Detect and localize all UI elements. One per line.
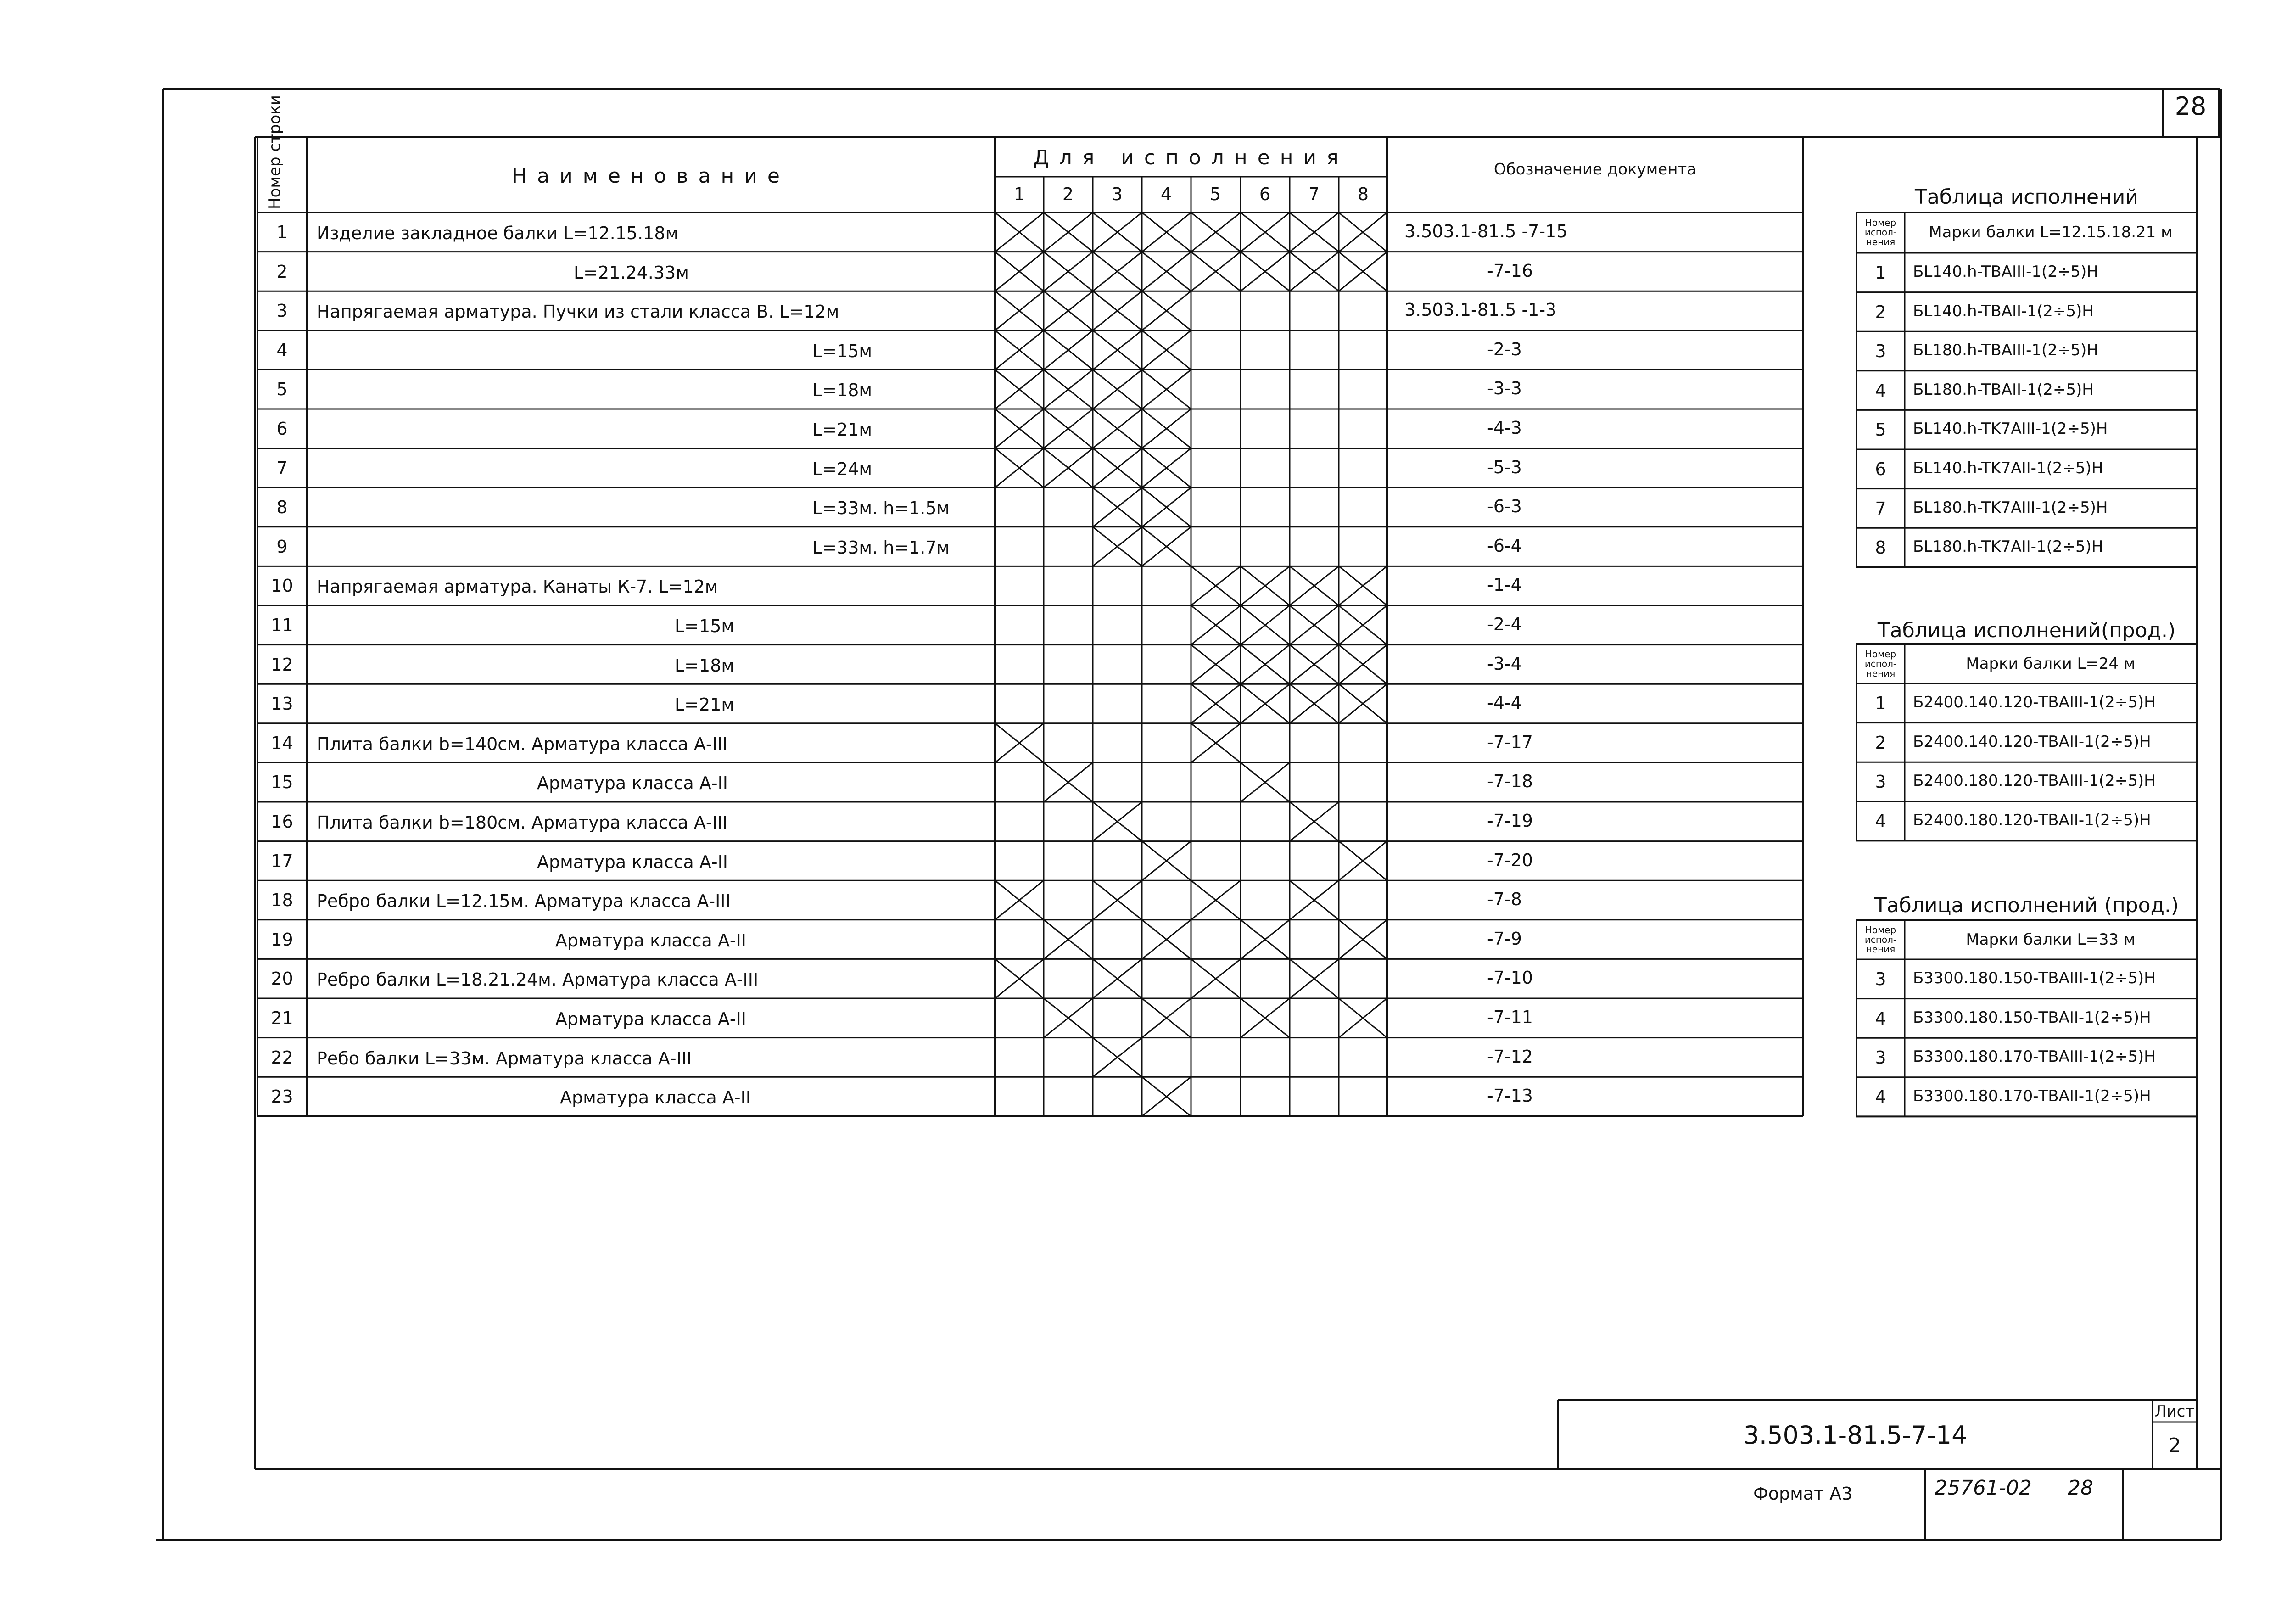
side-table-row-number: 2 [1875,302,1886,322]
row-name: L=24м [812,459,872,479]
execution-column-8: 8 [1357,184,1369,204]
sheet-corner-number: 28 [2175,92,2207,121]
side-table-mark: БL140.h-TK7AII-1(2÷5)H [1913,459,2103,477]
row-designation: -4-3 [1487,418,1522,438]
side-table-mark: Б2400.140.120-TBAII-1(2÷5)H [1913,732,2151,751]
inventory-number: 25761-02 [1935,1476,2032,1500]
row-number: 20 [271,969,293,989]
row-name: Плита балки b=140см. Арматура класса А-III [317,734,728,754]
side-table-row-number: 4 [1875,1008,1886,1029]
row-name: L=21м [812,420,872,440]
execution-column-header: Для исполнения [1033,146,1349,169]
side-table-mark-header: Марки балки L=33 м [1966,930,2136,949]
row-name: L=33м. h=1.7м [812,537,950,558]
row-designation: -1-4 [1487,575,1522,595]
row-number: 1 [276,222,288,242]
row-designation: -2-4 [1487,614,1522,634]
side-table-mark: БL180.h-TBAIII-1(2÷5)H [1913,341,2098,360]
row-name: Арматура класса А-II [560,1087,751,1108]
side-table-row-number: 8 [1875,538,1886,558]
side-table-mark: БL180.h-TK7AIII-1(2÷5)H [1913,498,2108,517]
row-designation: -7-13 [1487,1086,1533,1106]
row-number: 18 [271,890,293,911]
row-designation: -7-11 [1487,1007,1533,1027]
row-designation: -5-3 [1487,457,1522,477]
side-table-row-number: 3 [1875,772,1886,792]
row-name: Арматура класса А-II [537,851,728,872]
row-number: 12 [271,654,293,675]
side-table-mark: Б3300.180.170-TBAII-1(2÷5)H [1913,1086,2151,1105]
row-number: 23 [271,1086,293,1107]
row-name: Напрягаемая арматура. Канаты К-7. L=12м [317,577,718,597]
row-name: L=15м [675,616,735,636]
row-number: 17 [271,851,293,871]
row-name: L=21м [675,694,735,715]
side-table-mark: БL180.h-TK7AII-1(2÷5)H [1913,538,2103,556]
row-number: 8 [276,497,288,518]
row-name: Плита балки b=180см. Арматура класса А-III [317,812,728,833]
row-number: 3 [276,301,288,321]
row-designation: -6-4 [1487,535,1522,556]
designation-column-header: Обозначение документа [1493,160,1697,179]
document-code: 3.503.1-81.5-7-14 [1743,1421,1968,1450]
row-designation: -7-12 [1487,1046,1533,1067]
row-name: Ребро балки L=12.15м. Арматура класса А-III [317,891,731,912]
side-table-mark-header: Марки балки L=12.15.18.21 м [1929,223,2173,241]
side-table-mark: Б3300.180.170-TBAIII-1(2÷5)H [1913,1047,2156,1066]
execution-column-2: 2 [1062,184,1074,204]
side-table-num-header: Номер испол-нения [1864,649,1897,679]
row-designation: -7-18 [1487,771,1533,792]
row-designation: -7-17 [1487,732,1533,752]
side-table-row-number: 3 [1875,969,1886,989]
name-column-header: Наименование [512,164,790,188]
row-number: 14 [271,733,293,753]
side-table-mark: Б2400.180.120-TBAIII-1(2÷5)H [1913,772,2156,790]
execution-column-6: 6 [1259,184,1271,204]
side-table-mark: Б2400.140.120-TBAIII-1(2÷5)H [1913,693,2156,711]
side-table-mark: БL140.h-TBAII-1(2÷5)H [1913,302,2094,320]
row-name: Ребро балки L=18.21.24м. Арматура класса А-III [317,969,759,990]
row-number: 11 [271,615,293,635]
row-designation: -3-4 [1487,653,1522,674]
inventory-page: 28 [2068,1476,2093,1500]
row-designation: -7-20 [1487,850,1533,870]
side-table-mark-header: Марки балки L=24 м [1966,655,2136,673]
row-number: 6 [276,419,288,439]
side-table-mark: Б2400.180.120-TBAII-1(2÷5)H [1913,811,2151,829]
row-number: 21 [271,1008,293,1028]
row-number-header: Номер строки [266,95,284,209]
row-number: 16 [271,812,293,832]
row-designation: -7-8 [1487,889,1522,910]
row-number: 5 [276,379,288,400]
row-designation: 3.503.1-81.5 -7-15 [1404,221,1568,241]
row-number: 2 [276,261,288,282]
row-name: Арматура класса А-II [555,1009,746,1029]
row-number: 13 [271,694,293,714]
row-number: 22 [271,1047,293,1068]
sheet-number: 2 [2168,1434,2181,1457]
row-designation: -7-16 [1487,260,1533,281]
side-table-row-number: 6 [1875,459,1886,479]
row-designation: -3-3 [1487,378,1522,399]
row-designation: -7-19 [1487,811,1533,831]
side-table-num-header: Номер испол-нения [1864,924,1897,955]
side-table-mark: БL140.h-TBAIII-1(2÷5)H [1913,263,2098,281]
row-name: Арматура класса А-II [555,930,746,951]
row-designation: -6-3 [1487,496,1522,517]
execution-column-1: 1 [1013,184,1025,204]
side-table-mark: БL180.h-TBAII-1(2÷5)H [1913,380,2094,399]
row-number: 7 [276,458,288,478]
side-table-row-number: 3 [1875,1047,1886,1068]
row-number: 10 [271,576,293,596]
side-table-row-number: 1 [1875,693,1886,713]
side-table-row-number: 5 [1875,420,1886,440]
row-name: L=18м [675,655,735,676]
side-table-title: Таблица исполнений(прод.) [1877,619,2176,642]
row-number: 9 [276,536,288,557]
side-table-row-number: 2 [1875,732,1886,753]
side-table-mark: Б3300.180.150-TBAIII-1(2÷5)H [1913,969,2156,987]
side-table-title: Таблица исполнений [1915,185,2138,209]
execution-column-5: 5 [1209,184,1221,204]
row-number: 15 [271,772,293,793]
execution-column-7: 7 [1308,184,1320,204]
row-number: 4 [276,340,288,360]
sheet-label: Лист [2154,1402,2195,1421]
row-name: Арматура класса А-II [537,773,728,794]
side-table-num-header: Номер испол-нения [1864,217,1897,247]
side-table-row-number: 4 [1875,380,1886,401]
side-table-mark: БL140.h-TK7AIII-1(2÷5)H [1913,420,2108,438]
row-designation: -2-3 [1487,339,1522,359]
execution-column-3: 3 [1111,184,1123,204]
side-table-row-number: 4 [1875,1086,1886,1107]
side-table-title: Таблица исполнений (прод.) [1874,894,2179,917]
side-table-mark: Б3300.180.150-TBAII-1(2÷5)H [1913,1008,2151,1027]
side-table-row-number: 3 [1875,341,1886,362]
execution-column-4: 4 [1160,184,1172,204]
row-name: Напрягаемая арматура. Пучки из стали класса В. L=12м [317,302,839,322]
row-name: Изделие закладное балки L=12.15.18м [317,223,679,243]
row-designation: -7-10 [1487,968,1533,988]
side-table-row-number: 7 [1875,498,1886,519]
side-table-row-number: 1 [1875,263,1886,283]
format-label: Формат А3 [1753,1484,1853,1504]
row-name: L=18м [812,380,872,401]
row-name: L=33м. h=1.5м [812,498,950,519]
row-name: Ребо балки L=33м. Арматура класса А-III [317,1048,692,1069]
row-number: 19 [271,929,293,950]
row-name: L=21.24.33м [574,262,689,283]
side-table-row-number: 4 [1875,811,1886,831]
row-designation: -4-4 [1487,693,1522,713]
row-designation: -7-9 [1487,928,1522,949]
row-name: L=15м [812,341,872,361]
row-designation: 3.503.1-81.5 -1-3 [1404,300,1557,320]
